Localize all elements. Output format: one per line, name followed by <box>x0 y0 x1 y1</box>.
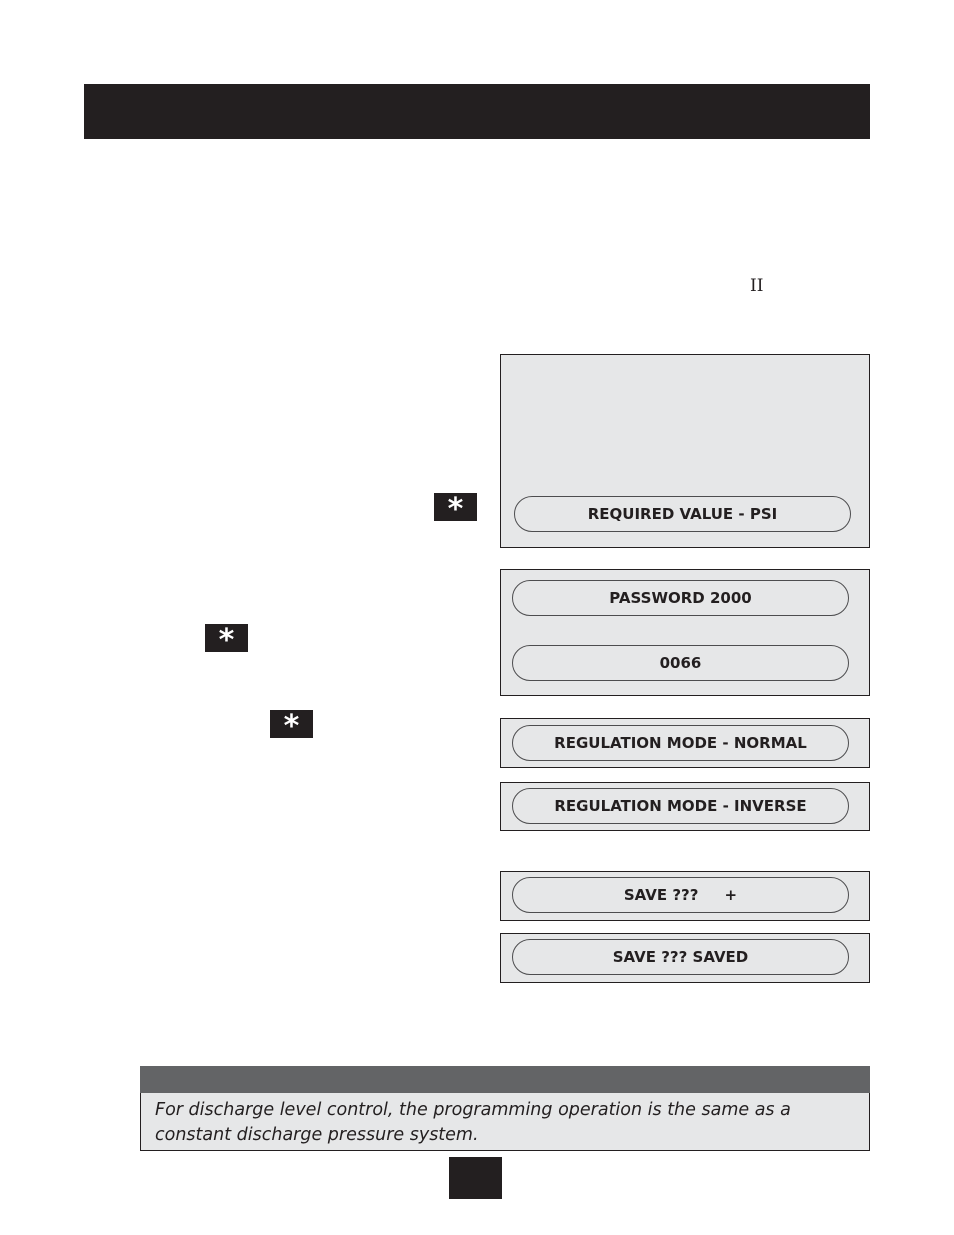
roman-numeral-label: II <box>750 276 764 296</box>
display-password: PASSWORD 2000 <box>512 580 849 616</box>
note-box <box>140 1093 870 1151</box>
star-key-icon: * <box>270 710 313 738</box>
display-password-value: 0066 <box>512 645 849 681</box>
note-header-bar <box>140 1066 870 1093</box>
display-panel-save-saved <box>500 933 870 983</box>
display-panel-regulation-inverse <box>500 782 870 831</box>
star-key-icon: * <box>434 493 477 521</box>
display-panel-save-prompt <box>500 871 870 921</box>
display-regulation-normal: REGULATION MODE - NORMAL <box>512 725 849 761</box>
note-text: For discharge level control, the programming operation is the same as a constant discharge pressure system. <box>155 1100 791 1145</box>
display-required-value: REQUIRED VALUE - PSI <box>514 496 851 532</box>
display-save-prompt: SAVE ??? + <box>512 877 849 913</box>
display-panel-required-value <box>500 354 870 548</box>
page-number-tab <box>449 1157 502 1199</box>
star-key-icon: * <box>205 624 248 652</box>
section-header-bar <box>84 84 870 139</box>
display-regulation-inverse: REGULATION MODE - INVERSE <box>512 788 849 824</box>
display-panel-regulation-normal <box>500 718 870 768</box>
display-panel-password <box>500 569 870 696</box>
display-save-saved: SAVE ??? SAVED <box>512 939 849 975</box>
